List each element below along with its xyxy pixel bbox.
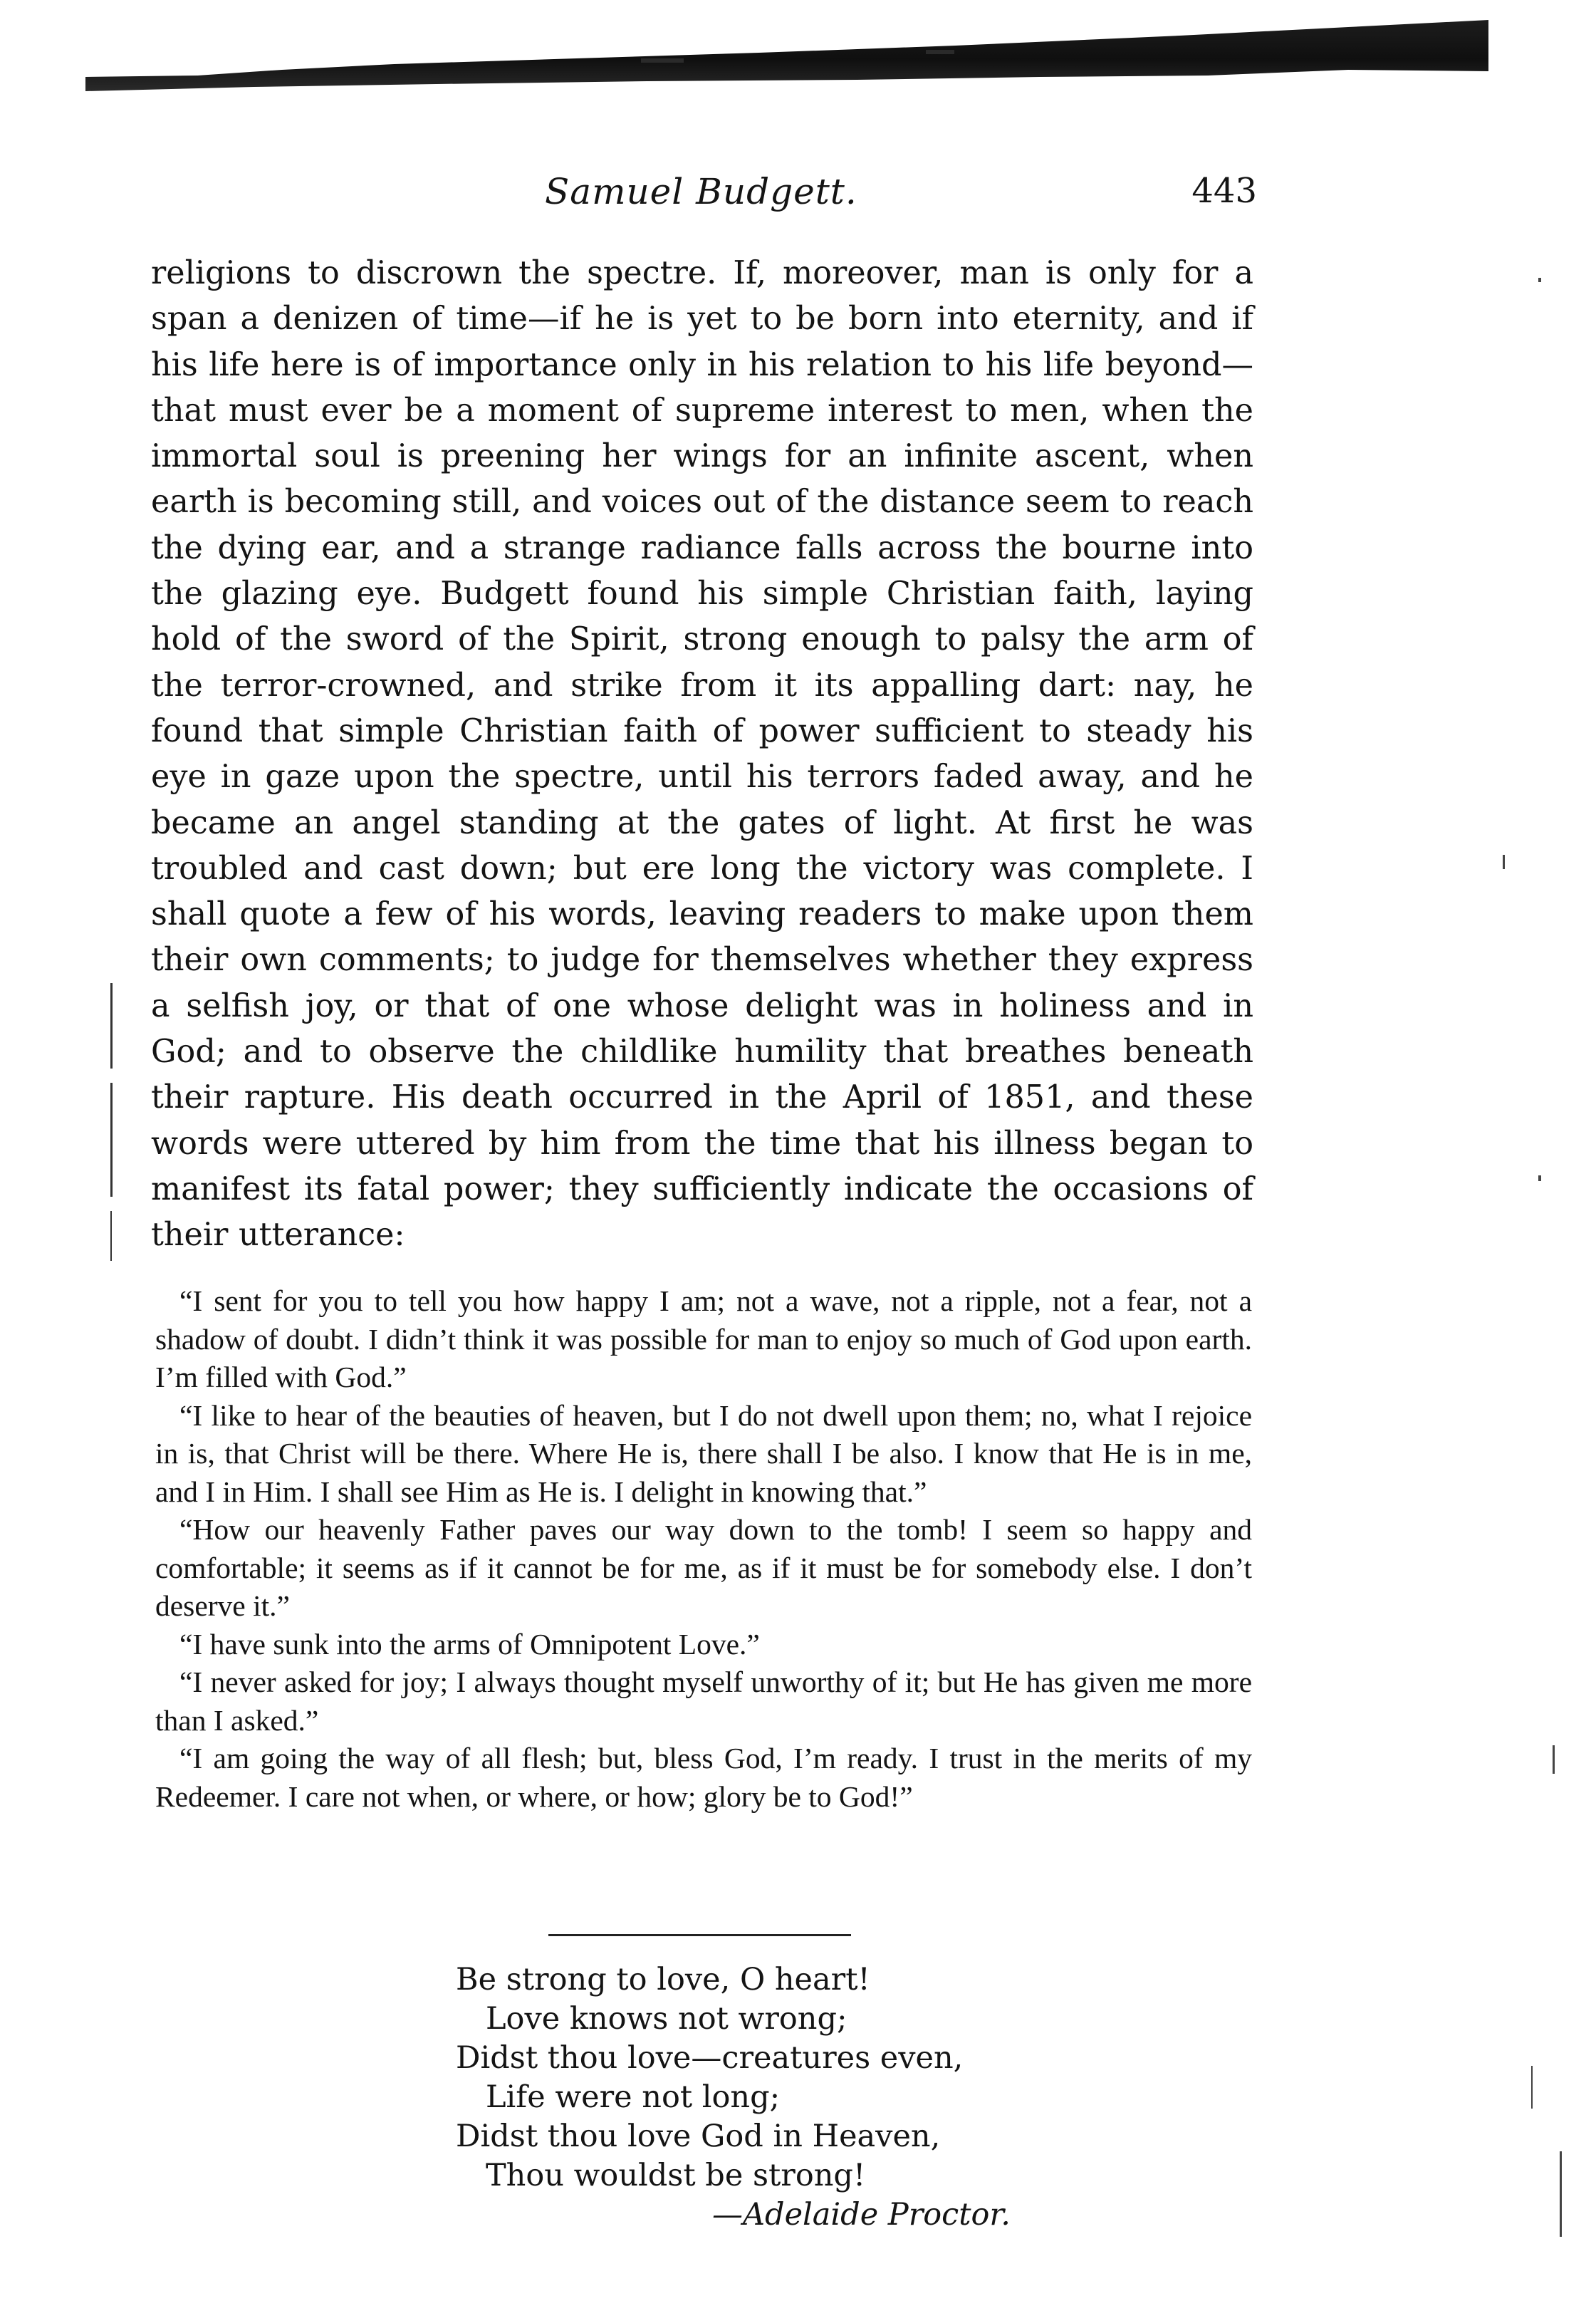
poem-attribution: —Adelaide Proctor. [712, 2197, 1011, 2233]
margin-mark [110, 1211, 112, 1261]
poem-line: Be strong to love, O heart! [456, 1962, 870, 1997]
edge-speck [1538, 1175, 1541, 1181]
poem [456, 1960, 1097, 2235]
poem-line: Didst thou love God in Heaven, [456, 2119, 941, 2154]
edge-speck [1531, 2066, 1533, 2109]
page-number: 443 [1191, 171, 1257, 211]
quote-paragraph: “I never asked for joy; I always thought myself unworthy of it; but He has given me more than I asked.” [155, 1665, 1252, 1737]
quote-paragraph: “I like to hear of the beauties of heaven, but I do not dwell upon them; no, what I rejoice in is, that Christ will be there. Where He is, there shall I be also. I know that He is in me, and I in Him. I shall see Him as He is. I delight in knowing that.” [155, 1398, 1252, 1508]
body-paragraph: religions to discrown the spectre. If, moreover, man is only for a span a denizen of time—if he is yet to be born into eternity, and if his life here is of importance only in his relation to his life beyond—that must ever be a moment of supreme interest to men, when the immortal soul is preening her wings for an infinite ascent, when earth is becoming still, and voices out of the distance seem to reach the dying ear, and a strange radiance falls across the bourne into the glazing eye. Budgett found his simple Christian faith, laying hold of the sword of the Spirit, strong enough to palsy the arm of the terror-crowned, and strike from it its appalling dart: nay, he found that simple Christian faith of power sufficient to steady his eye in gaze upon the spectre, until his terrors faded away, and he became an angel standing at the gates of light. At first he was troubled and cast down; but ere long the victory was complete. I shall quote a few of his words, leaving readers to make upon them their own comments; to judge for themselves whether they express a selfish joy, or that of one whose delight was in holiness and in God; and to observe the childlike humility that breathes beneath their rapture. His death occurred in the April of 1851, and these words were uttered by him from the time that his illness began to manifest its fatal power; they sufficiently indicate the occasions of their utterance: [151, 255, 1253, 1254]
section-divider [548, 1934, 851, 1936]
poem-line: Love knows not wrong; [486, 2001, 847, 2037]
quote-paragraph: “I am going the way of all flesh; but, bless God, I’m ready. I trust in the merits of my Redeemer. I care not when, or where, or how; glory be to God!” [155, 1742, 1252, 1813]
edge-speck [1560, 2151, 1562, 2237]
page-header [146, 171, 1257, 221]
scan-edge-band [85, 20, 1488, 91]
poem-line: Life were not long; [486, 2079, 781, 2115]
margin-mark [110, 1083, 113, 1197]
quotations-block [155, 1282, 1252, 1816]
scan-speck [926, 50, 954, 54]
running-title: Samuel Budgett. [545, 171, 857, 212]
quote-paragraph: “I have sunk into the arms of Omnipotent Love.” [179, 1627, 760, 1661]
edge-speck [1503, 855, 1505, 869]
scan-speck [641, 58, 684, 63]
quote-paragraph: “I sent for you to tell you how happy I am; not a wave, not a ripple, not a fear, not a shadow of doubt. I didn’t think it was possible for man to enjoy so much of God upon earth. I’m filled with God.” [155, 1284, 1252, 1393]
poem-line: Didst thou love—creatures even, [456, 2040, 964, 2076]
edge-speck [1538, 278, 1541, 282]
poem-line: Thou wouldst be strong! [486, 2158, 866, 2193]
margin-mark [110, 983, 113, 1069]
quote-paragraph: “How our heavenly Father paves our way down to the tomb! I seem so happy and comfortable; it seems as if it cannot be for me, as if it must be for somebody else. I don’t deserve it.” [155, 1513, 1252, 1622]
edge-speck [1553, 1745, 1555, 1774]
